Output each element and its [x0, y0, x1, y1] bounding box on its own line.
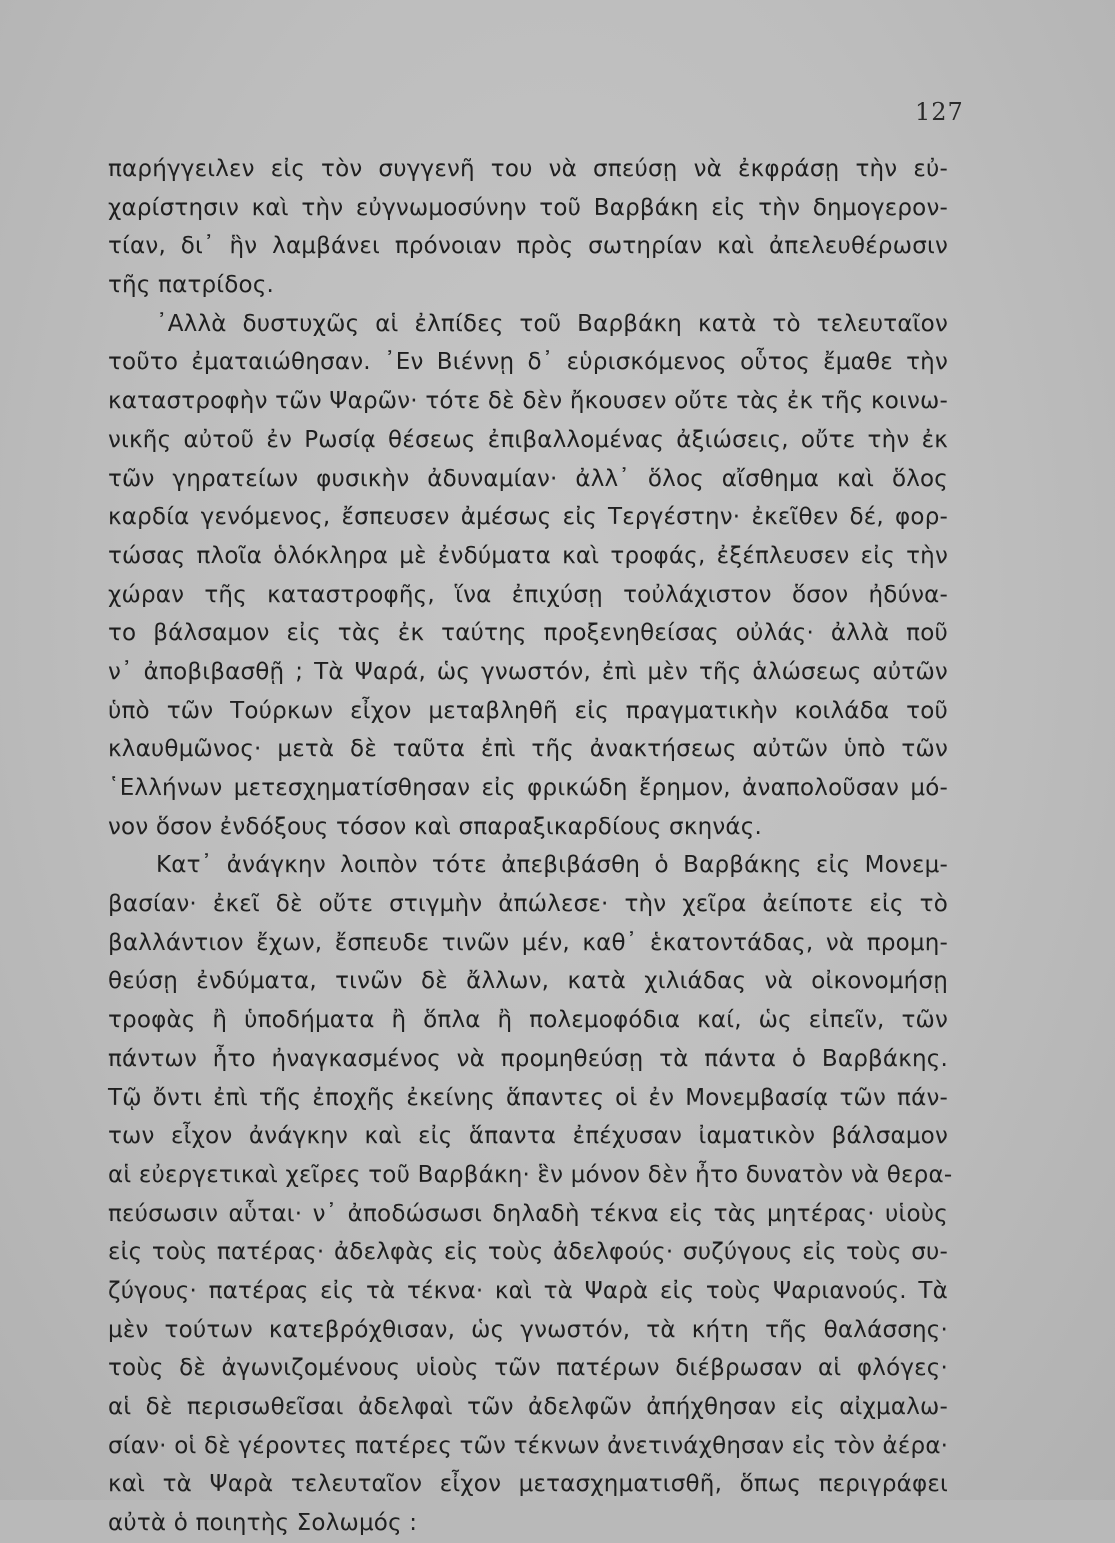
text-line: χαρίστησιν καὶ τὴν εὐγνωμοσύνην τοῦ Βαρβάκη εἰς τὴν δημογερον- — [108, 194, 948, 221]
text-line: Τῷ ὄντι ἐπὶ τῆς ἐποχῆς ἐκείνης ἅπαντες οἱ ἐν Μονεμβασίᾳ τῶν πάν- — [108, 1084, 948, 1111]
text-line: βαλλάντιον ἔχων, ἔσπευδε τινῶν μέν, καθ᾿ ἑκατοντάδας, νὰ προμη- — [108, 929, 948, 956]
text-line: των εἶχον ἀνάγκην καὶ εἰς ἅπαντα ἐπέχυσαν ἰαματικὸν βάλσαμον — [108, 1123, 948, 1150]
text-line: ῾Ελλήνων μετεσχηματίσθησαν εἰς φρικώδη ἔρημον, ἀναπολοῦσαν μό- — [108, 775, 948, 801]
text-line: πεύσωσιν αὗται· ν᾿ ἀποδώσωσι δηλαδὴ τέκνα εἰς τὰς μητέρας· υἱοὺς — [108, 1200, 948, 1227]
text-body — [108, 150, 953, 1543]
text-line: θεύσῃ ἐνδύματα, τινῶν δὲ ἄλλων, κατὰ χιλιάδας νὰ οἰκονομήσῃ — [108, 968, 948, 995]
text-line: τώσας πλοῖα ὁλόκληρα μὲ ἐνδύματα καὶ τροφάς, ἐξέπλευσεν εἰς τὴν — [108, 542, 948, 569]
text-line: χώραν τῆς καταστροφῆς, ἵνα ἐπιχύσῃ τοὐλάχιστον ὅσον ἠδύνα- — [108, 581, 948, 608]
text-line: τροφὰς ἢ ὑποδήματα ἢ ὅπλα ἢ πολεμοφόδια καί, ὡς εἰπεῖν, τῶν — [108, 1007, 948, 1034]
text-line: τοῦτο ἐματαιώθησαν. ᾿Εν Βιέννῃ δ᾿ εὑρισκόμενος οὗτος ἔμαθε τὴν — [108, 349, 948, 376]
text-line: νον ὅσον ἐνδόξους τόσον καὶ σπαραξικαρδίους σκηνάς. — [108, 813, 762, 840]
text-line: τίαν, δι᾿ ἣν λαμβάνει πρόνοιαν πρὸς σωτηρίαν καὶ ἀπελευθέρωσιν — [108, 233, 948, 260]
text-line: εἰς τοὺς πατέρας· ἀδελφὰς εἰς τοὺς ἀδελφούς· συζύγους εἰς τοὺς συ- — [108, 1239, 948, 1266]
text-line: τῶν γηρατείων φυσικὴν ἀδυναμίαν· ἀλλ᾿ ὅλος αἴσθημα καὶ ὅλος — [108, 465, 948, 492]
text-line: τοὺς δὲ ἀγωνιζομένους υἱοὺς τῶν πατέρων διέβρωσαν αἱ φλόγες· — [108, 1355, 948, 1382]
text-line: σίαν· οἱ δὲ γέροντες πατέρες τῶν τέκνων ἀνετινάχθησαν εἰς τὸν ἀέρα· — [108, 1432, 949, 1459]
text-line: καρδία γενόμενος, ἔσπευσεν ἀμέσως εἰς Τεργέστην· ἐκεῖθεν δέ, φορ- — [108, 504, 948, 531]
text-line: τῆς πατρίδος. — [108, 272, 275, 299]
text-line: κλαυθμῶνος· μετὰ δὲ ταῦτα ἐπὶ τῆς ἀνακτήσεως αὐτῶν ὑπὸ τῶν — [108, 736, 948, 763]
text-line: αὐτὰ ὁ ποιητὴς Σολωμός : — [108, 1510, 418, 1537]
text-line: βασίαν· ἐκεῖ δὲ οὔτε στιγμὴν ἀπώλεσε· τὴν χεῖρα ἀείποτε εἰς τὸ — [108, 891, 948, 918]
text-line: Κατ᾿ ἀνάγκην λοιπὸν τότε ἀπεβιβάσθη ὁ Βαρβάκης εἰς Μονεμ- — [156, 852, 948, 879]
text-line: ν᾿ ἀποβιβασθῇ ; Τὰ Ψαρά, ὡς γνωστόν, ἐπὶ μὲν τῆς ἁλώσεως αὐτῶν — [108, 658, 948, 685]
text-line: ᾿Αλλὰ δυστυχῶς αἱ ἐλπίδες τοῦ Βαρβάκη κατὰ τὸ τελευταῖον — [156, 310, 948, 337]
text-line: το βάλσαμον εἰς τὰς ἐκ ταύτης προξενηθείσας οὐλάς· ἀλλὰ ποῦ — [108, 620, 948, 647]
text-line: ὑπὸ τῶν Τούρκων εἶχον μεταβληθῆ εἰς πραγματικὴν κοιλάδα τοῦ — [108, 697, 948, 724]
text-line: ζύγους· πατέρας εἰς τὰ τέκνα· καὶ τὰ Ψαρὰ εἰς τοὺς Ψαριανούς. Τὰ — [108, 1277, 948, 1304]
text-line: αἱ εὐεργετικαὶ χεῖρες τοῦ Βαρβάκη· ἓν μόνον δὲν ἦτο δυνατὸν νὰ θερα- — [108, 1161, 953, 1188]
text-line: πάντων ἦτο ἠναγκασμένος νὰ προμηθεύσῃ τὰ πάντα ὁ Βαρβάκης. — [108, 1045, 948, 1072]
text-line: αἱ δὲ περισωθεῖσαι ἀδελφαὶ τῶν ἀδελφῶν ἀπήχθησαν εἰς αἰχμαλω- — [108, 1394, 948, 1420]
text-line: μὲν τούτων κατεβρόχθισαν, ὡς γνωστόν, τὰ κήτη τῆς θαλάσσης· — [108, 1316, 948, 1343]
text-line: παρήγγειλεν εἰς τὸν συγγενῆ του νὰ σπεύσῃ νὰ ἐκφράσῃ τὴν εὐ- — [108, 156, 948, 182]
page-number: 127 — [915, 98, 964, 126]
text-line: νικῆς αὐτοῦ ἐν Ρωσίᾳ θέσεως ἐπιβαλλομένας ἀξιώσεις, οὔτε τὴν ἐκ — [108, 426, 948, 453]
text-line: καὶ τὰ Ψαρὰ τελευταῖον εἶχον μετασχηματισθῆ, ὅπως περιγράφει — [108, 1471, 948, 1498]
text-line: καταστροφὴν τῶν Ψαρῶν· τότε δὲ δὲν ἤκουσεν οὔτε τὰς ἐκ τῆς κοινω- — [108, 388, 948, 415]
